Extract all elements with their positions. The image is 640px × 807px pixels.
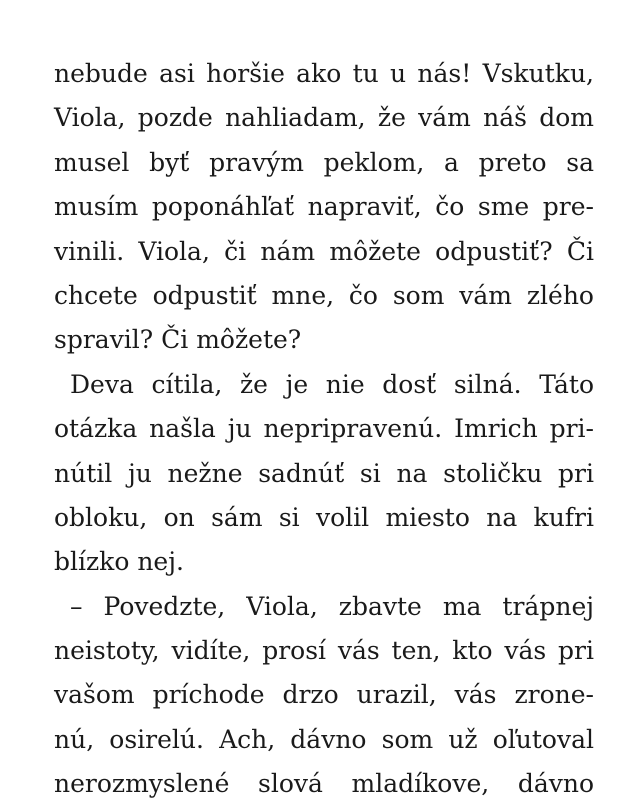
text-line: neistoty, vidíte, prosí vás ten, kto vás pri [54,636,594,666]
text-line: otázka našla ju nepripravenú. Imrich pri- [54,414,594,444]
text-line: nebude asi horšie ako tu u nás! Vskutku, [54,59,594,88]
text-line: nú, osirelú. Ach, dávno som už oľutoval [54,724,594,754]
text-line: obloku, on sám si volil miesto na kufri [54,502,594,532]
text-line: chcete odpustiť mne, čo som vám zlého [54,280,594,310]
text-line: vašom príchode drzo urazil, vás zrone- [54,680,594,710]
text-line: vinili. Viola, či nám môžete odpustiť? Či [54,236,594,266]
text-line: nerozmyslené slová mladíkove, dávno [54,769,594,799]
book-page-text [54,52,594,807]
text-line: blízko nej. [54,547,184,577]
text-line: musím poponáhľať napraviť, čo sme pre- [54,192,594,222]
text-line: Viola, pozde nahliadam, že vám náš dom [54,103,594,133]
text-line: nútil ju nežne sadnúť si na stoličku pri [54,458,594,488]
text-line: spravil? Či môžete? [54,325,302,355]
text-line: musel byť pravým peklom, a preto sa [54,147,594,177]
text-line: – Povedzte, Viola, zbavte ma trápnej [70,591,594,621]
text-line: Deva cítila, že je nie dosť silná. Táto [70,369,594,399]
